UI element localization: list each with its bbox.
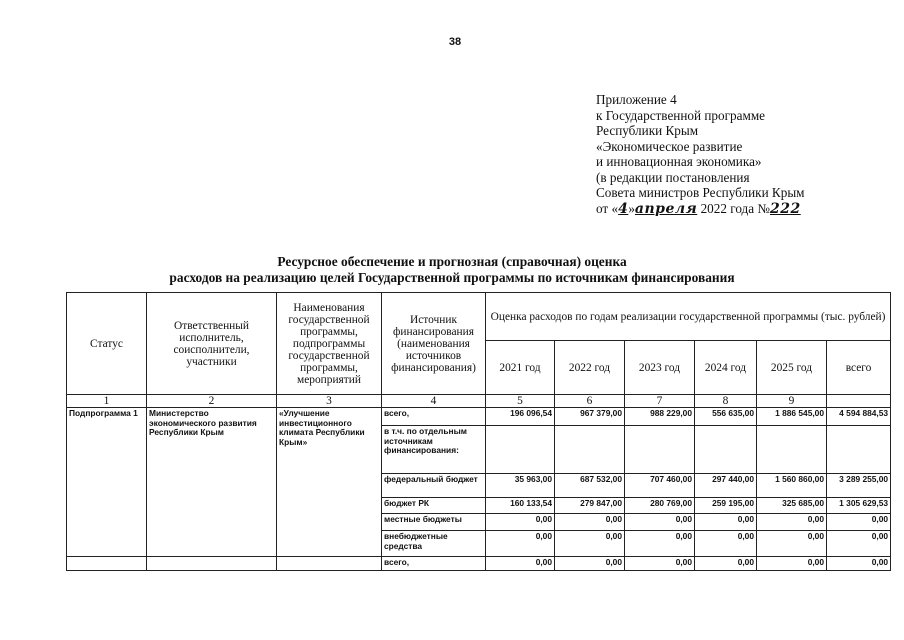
value-cell: 0,00 xyxy=(486,557,555,571)
column-number: 7 xyxy=(625,395,695,408)
appendix-line: к Государственной программе xyxy=(596,107,766,123)
table-row xyxy=(67,408,891,426)
value-cell xyxy=(625,426,695,474)
appendix-line: (в редакции постановления xyxy=(596,169,750,185)
value-cell: 259 195,00 xyxy=(695,498,757,514)
value-cell: 0,00 xyxy=(757,531,827,557)
source-cell: бюджет РК xyxy=(382,498,486,514)
column-number: 2 xyxy=(147,395,277,408)
appendix-date-line xyxy=(596,201,896,218)
value-cell: 0,00 xyxy=(555,514,625,531)
value-cell: 0,00 xyxy=(695,531,757,557)
appendix-line: и инновационная экономика» xyxy=(596,154,762,169)
executor-cell xyxy=(147,557,277,571)
value-cell: 1 305 629,53 xyxy=(827,498,891,514)
value-cell: 196 096,54 xyxy=(486,408,555,426)
appendix-line: Совета министров Республики Крым xyxy=(596,185,805,200)
column-number-row xyxy=(67,395,891,408)
value-cell: 0,00 xyxy=(486,514,555,531)
value-cell xyxy=(827,426,891,474)
value-cell: 988 229,00 xyxy=(625,408,695,426)
date-suffix: 2022 года № xyxy=(697,200,770,216)
column-number xyxy=(827,395,891,408)
header-year-2022: 2022 год xyxy=(555,341,625,395)
program-name-cell: «Улучшение инвестиционного климата Республики Крым» xyxy=(277,408,382,557)
value-cell: 0,00 xyxy=(827,531,891,557)
value-cell: 0,00 xyxy=(827,514,891,531)
document-title xyxy=(0,254,904,286)
column-number: 1 xyxy=(67,395,147,408)
value-cell: 3 289 255,00 xyxy=(827,474,891,498)
value-cell: 0,00 xyxy=(757,514,827,531)
column-number: 5 xyxy=(486,395,555,408)
title-line-1: Ресурсное обеспечение и прогнозная (справочная) оценка xyxy=(277,254,627,269)
value-cell xyxy=(757,426,827,474)
value-cell: 707 460,00 xyxy=(625,474,695,498)
value-cell xyxy=(486,426,555,474)
column-number: 3 xyxy=(277,395,382,408)
header-total: всего xyxy=(827,341,891,395)
source-cell: внебюджетные средства xyxy=(382,531,486,557)
source-cell: местные бюджеты xyxy=(382,514,486,531)
resource-table xyxy=(66,292,891,571)
column-number: 9 xyxy=(757,395,827,408)
header-year-2025: 2025 год xyxy=(757,341,827,395)
value-cell: 279 847,00 xyxy=(555,498,625,514)
value-cell: 325 685,00 xyxy=(757,498,827,514)
value-cell xyxy=(555,426,625,474)
header-source: Источник финансирования (наименования источников финансирования) xyxy=(382,293,486,395)
appendix-line: «Экономическое развитие xyxy=(596,138,743,154)
value-cell: 967 379,00 xyxy=(555,408,625,426)
value-cell: 0,00 xyxy=(625,557,695,571)
date-mid: » xyxy=(628,200,635,216)
value-cell: 280 769,00 xyxy=(625,498,695,514)
appendix-block xyxy=(596,92,896,217)
source-cell: всего, xyxy=(382,408,486,426)
handwritten-number: 222 xyxy=(769,200,801,217)
source-cell: в т.ч. по отдельным источникам финансирования: xyxy=(382,426,486,474)
value-cell: 0,00 xyxy=(486,531,555,557)
column-number: 8 xyxy=(695,395,757,408)
value-cell: 4 594 884,53 xyxy=(827,408,891,426)
value-cell: 1 560 860,00 xyxy=(757,474,827,498)
value-cell: 0,00 xyxy=(555,531,625,557)
header-year-2023: 2023 год xyxy=(625,341,695,395)
header-row-1 xyxy=(67,293,891,341)
header-name: Наименования государственной программы, подпрограммы государственной программы, мероприятий xyxy=(277,293,382,395)
appendix-line: Приложение 4 xyxy=(596,92,677,107)
header-year-2021: 2021 год xyxy=(486,341,555,395)
date-prefix: от « xyxy=(596,200,619,216)
value-cell: 0,00 xyxy=(695,514,757,531)
table-row xyxy=(67,557,891,571)
value-cell: 35 963,00 xyxy=(486,474,555,498)
status-cell xyxy=(67,557,147,571)
executor-cell: Министерство экономического развития Республики Крым xyxy=(147,408,277,557)
value-cell: 0,00 xyxy=(827,557,891,571)
column-number: 6 xyxy=(555,395,625,408)
value-cell: 0,00 xyxy=(625,531,695,557)
handwritten-month: апреля xyxy=(634,200,698,217)
title-line-2: расходов на реализацию целей Государственной программы по источникам финансирования xyxy=(169,270,735,285)
value-cell: 0,00 xyxy=(555,557,625,571)
status-cell: Подпрограмма 1 xyxy=(67,408,147,557)
source-cell: всего, xyxy=(382,557,486,571)
header-status: Статус xyxy=(67,293,147,395)
program-name-cell xyxy=(277,557,382,571)
value-cell: 1 886 545,00 xyxy=(757,408,827,426)
value-cell: 0,00 xyxy=(757,557,827,571)
value-cell xyxy=(695,426,757,474)
appendix-line: Республики Крым xyxy=(596,123,699,138)
page-number: 38 xyxy=(448,36,462,48)
header-executor: Ответственный исполнитель, соисполнители, участники xyxy=(147,293,277,395)
value-cell: 297 440,00 xyxy=(695,474,757,498)
handwritten-day: 4 xyxy=(618,200,629,217)
header-estimate: Оценка расходов по годам реализации государственной программы (тыс. рублей) xyxy=(486,293,891,341)
value-cell: 0,00 xyxy=(695,557,757,571)
header-year-2024: 2024 год xyxy=(695,341,757,395)
column-number: 4 xyxy=(382,395,486,408)
value-cell: 160 133,54 xyxy=(486,498,555,514)
value-cell: 687 532,00 xyxy=(555,474,625,498)
source-cell: федеральный бюджет xyxy=(382,474,486,498)
value-cell: 556 635,00 xyxy=(695,408,757,426)
value-cell: 0,00 xyxy=(625,514,695,531)
